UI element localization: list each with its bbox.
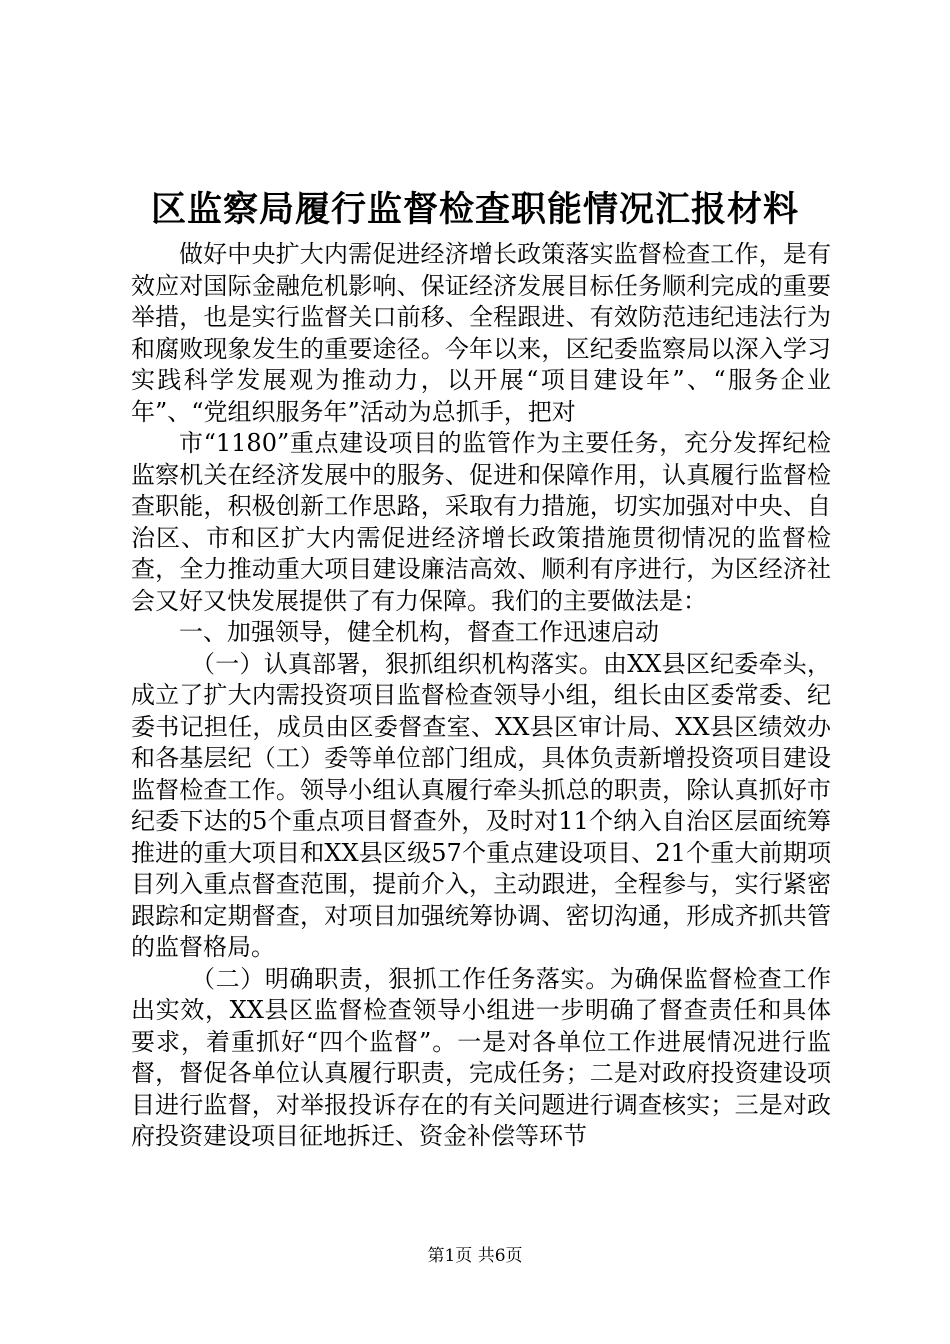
section-heading-1: 一、加强领导，健全机构，督查工作迅速启动 xyxy=(179,618,659,646)
page-number-footer: 第1页 共6页 xyxy=(427,1246,523,1266)
document-body xyxy=(131,239,831,1153)
subsection-2: （二）明确职责，狠抓工作任务落实。为确保监督检查工作出实效，XX县区监督检查领导小组进一步明确了督查责任和具体要求，着重抓好“四个监督”。一是对各单位工作进展情况进行监督，督促各单位认真履行职责，完成任务；二是对政府投资建设项目进行监督，对举报投诉存在的有关问题进行调查核实；三是对政府投资建设项目征地拆迁、资金补偿等环节 xyxy=(131,964,831,1150)
paragraph-tasks: 市“1180”重点建设项目的监管作为主要任务，充分发挥纪检监察机关在经济发展中的服务、促进和保障作用，认真履行监督检查职能，积极创新工作思路，采取有力措施，切实加强对中央、自治区、市和区扩大内需促进经济增长政策措施贯彻情况的监督检查，全力推动重大项目建设廉洁高效、顺利有序进行，为区经济社会又好又快发展提供了有力保障。我们的主要做法是： xyxy=(131,429,831,615)
paragraph-intro: 做好中央扩大内需促进经济增长政策落实监督检查工作，是有效应对国际金融危机影响、保证经济发展目标任务顺利完成的重要举措，也是实行监督关口前移、全程跟进、有效防范违纪违法行为和腐败现象发生的重要途径。今年以来，区纪委监察局以深入学习实践科学发展观为推动力，以开展“项目建设年”、“服务企业年”、“党组织服务年”活动为总抓手，把对 xyxy=(131,240,831,426)
subsection-1: （一）认真部署，狠抓组织机构落实。由XX县区纪委牵头，成立了扩大内需投资项目监督检查领导小组，组长由区委常委、纪委书记担任，成员由区委督查室、XX县区审计局、XX县区绩效办和各基层纪（工）委等单位部门组成，具体负责新增投资项目建设监督检查工作。领导小组认真履行牵头抓总的职责，除认真抓好市纪委下达的5个重点项目督查外，及时对11个纳入自治区层面统筹推进的重大项目和XX县区级57个重点建设项目、21个重大前期项目列入重点督查范围，提前介入，主动跟进，全程参与，实行紧密跟踪和定期督查，对项目加强统筹协调、密切沟通，形成齐抓共管的监督格局。 xyxy=(131,649,831,961)
document-title: 区监察局履行监督检查职能情况汇报材料 xyxy=(150,189,799,230)
